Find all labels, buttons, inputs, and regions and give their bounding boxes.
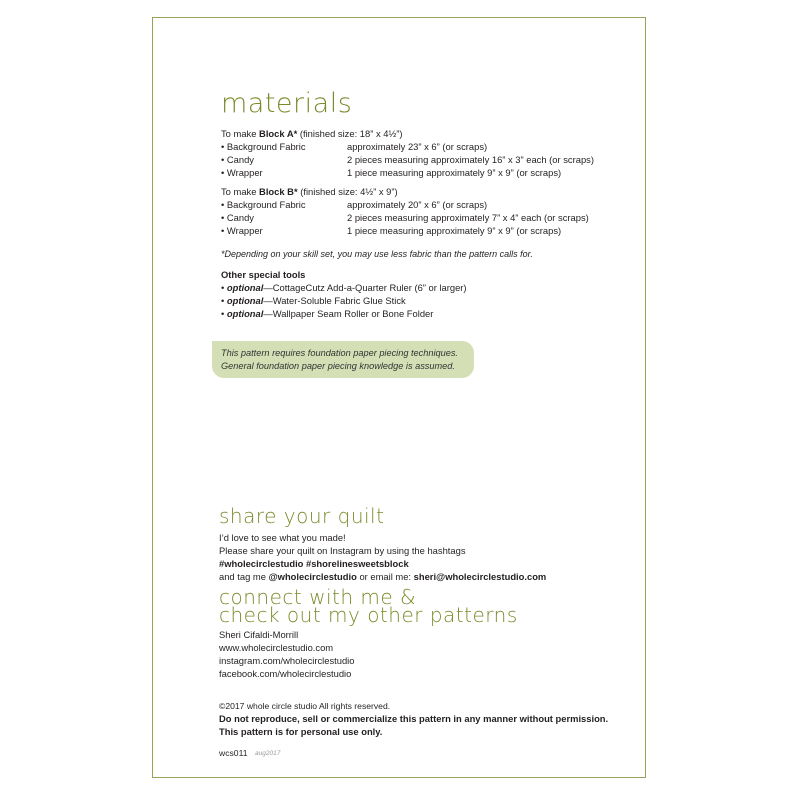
share-heading: share your quilt [219,504,385,528]
facebook-link: facebook.com/wholecirclestudio [219,668,352,679]
block-a-row: • Background Fabric approximately 23” x 6” (or scraps) [221,141,488,152]
block-b-row: • Background Fabric approximately 20” x 6” (or scraps) [221,199,488,210]
reproduction-notice: Do not reproduce, sell or commercialize this pattern in any manner without permission. [219,713,609,724]
pattern-code: wcs011 [219,748,248,758]
block-a-row: • Candy 2 pieces measuring approximately 16” x 3” each (or scraps) [221,154,594,165]
author-name: Sheri Cifaldi-Morrill [219,629,299,640]
instagram-link: instagram.com/wholecirclestudio [219,655,355,666]
callout-text [221,347,458,373]
connect-heading-line: check out my other patterns [219,603,518,627]
block-b-row: • Wrapper 1 piece measuring approximately 9” x 9” (or scraps) [221,225,562,236]
materials-heading: materials [221,88,353,119]
personal-use-notice: This pattern is for personal use only. [219,726,383,737]
instagram-handle: @wholecirclestudio [268,571,357,582]
callout-line: General foundation paper piecing knowledge is assumed. [221,361,455,371]
share-hashtags: #wholecirclestudio #shorelinesweetsblock [219,558,409,569]
share-line: I’d love to see what you made! [219,532,346,543]
share-contact: and tag me @wholecirclestudio or email me: sheri@wholecirclestudio.com [219,571,547,582]
block-a-intro: To make Block A* (finished size: 18” x 4½”) [221,128,403,139]
callout-line: This pattern requires foundation paper piecing techniques. [221,348,458,358]
fabric-footnote: *Depending on your skill set, you may use less fabric than the pattern calls for. [221,249,533,259]
contact-email: sheri@wholecirclestudio.com [413,571,547,582]
tools-title: Other special tools [221,269,306,280]
block-b-intro: To make Block B* (finished size: 4½” x 9”) [221,186,398,197]
tool-item: • optional—CottageCutz Add-a-Quarter Ruler (6” or larger) [221,282,467,293]
connect-heading-line: connect with me & [219,585,417,609]
tool-item: • optional—Water-Soluble Fabric Glue Stick [221,295,406,306]
share-line: Please share your quilt on Instagram by using the hashtags [219,545,466,556]
website-link: www.wholecirclestudio.com [219,642,334,653]
foundation-piecing-callout [212,341,474,378]
copyright: ©2017 whole circle studio All rights reserved. [219,701,391,711]
block-b-row: • Candy 2 pieces measuring approximately 7” x 4” each (or scraps) [221,212,589,223]
connect-heading [219,585,518,627]
tool-item: • optional—Wallpaper Seam Roller or Bone Folder [221,308,434,319]
block-a-row: • Wrapper 1 piece measuring approximately 9” x 9” (or scraps) [221,167,562,178]
pattern-date: aug2017 [255,750,281,757]
